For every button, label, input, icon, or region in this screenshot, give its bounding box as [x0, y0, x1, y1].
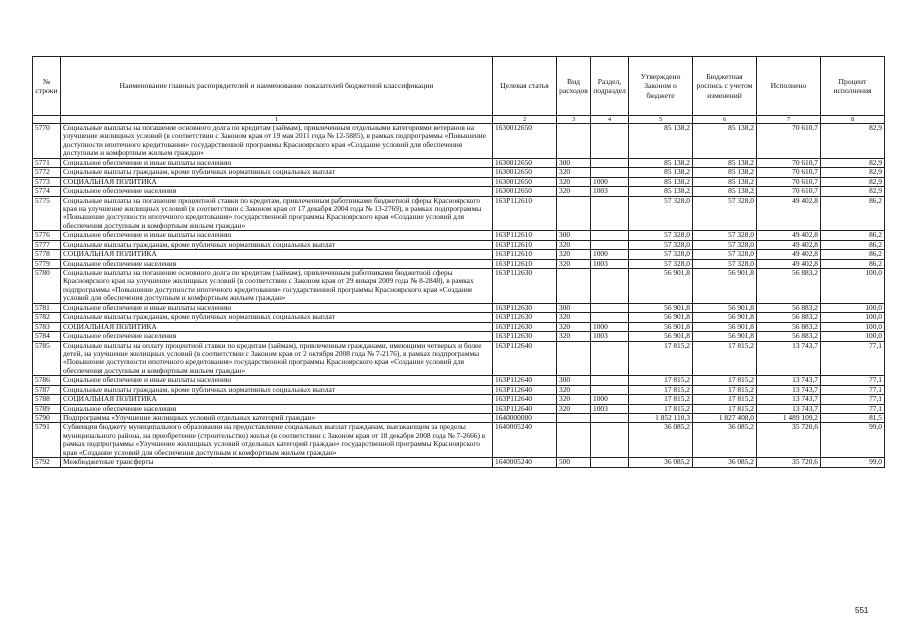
- target-article: 163Р112640: [493, 341, 557, 376]
- section-code: 1000: [591, 177, 629, 186]
- budget-amount: 57 328,0: [693, 231, 757, 240]
- expense-type: 320: [557, 177, 591, 186]
- target-article: 1630012650: [493, 168, 557, 177]
- percent-executed: 100,0: [821, 322, 885, 331]
- section-code: 1000: [591, 322, 629, 331]
- percent-executed: 82,9: [821, 177, 885, 186]
- table-row: [33, 423, 885, 458]
- approved-amount: 56 901,8: [629, 332, 693, 341]
- section-code: [591, 313, 629, 322]
- executed-amount: 13 743,7: [757, 395, 821, 404]
- section-code: 1000: [591, 395, 629, 404]
- approved-amount: 36 085,2: [629, 423, 693, 458]
- row-number: 5774: [33, 187, 61, 196]
- budget-amount: 17 815,2: [693, 385, 757, 394]
- row-number: 5784: [33, 332, 61, 341]
- page-number: 551: [855, 606, 869, 615]
- column-number: 3: [557, 116, 591, 124]
- executed-amount: 70 610,7: [757, 177, 821, 186]
- header-executed: Исполнено: [757, 57, 821, 116]
- target-article: 163Р112640: [493, 395, 557, 404]
- table-row: [33, 187, 885, 196]
- target-article: 1630012650: [493, 177, 557, 186]
- expense-type: 300: [557, 376, 591, 385]
- budget-amount: 57 328,0: [693, 196, 757, 231]
- budget-amount: 85 138,2: [693, 124, 757, 159]
- row-name: Социальные выплаты гражданам, кроме публичных нормативных социальных выплат: [61, 240, 493, 249]
- approved-amount: 57 328,0: [629, 231, 693, 240]
- target-article: 1630012650: [493, 158, 557, 167]
- budget-amount: 36 085,2: [693, 458, 757, 467]
- section-code: [591, 423, 629, 458]
- row-name: Социальные выплаты на погашение процентной ставки по кредитам, привлеченным работниками бюджетной сферы Красноярского края на улучшение жилищных условий (в соответствии с Законом края от 17 декабря 2004 года № 13-2769), в рамках подпрограммы «Повышение доступности ипотечного кредитования» государственной программы Красноярского края «Создание условий для обеспечения доступным и комфортным жильем граждан»: [61, 196, 493, 231]
- table-row: [33, 458, 885, 467]
- expense-type: 320: [557, 168, 591, 177]
- row-name: СОЦИАЛЬНАЯ ПОЛИТИКА: [61, 395, 493, 404]
- percent-executed: 86,2: [821, 250, 885, 259]
- row-name: Подпрограмма «Улучшение жилищных условий отдельных категорий граждан»: [61, 414, 493, 423]
- budget-amount: 17 815,2: [693, 395, 757, 404]
- section-code: [591, 414, 629, 423]
- expense-type: 320: [557, 187, 591, 196]
- approved-amount: 85 138,2: [629, 187, 693, 196]
- table-row: [33, 269, 885, 304]
- expense-type: 320: [557, 332, 591, 341]
- percent-executed: 77,1: [821, 341, 885, 376]
- row-number: 5787: [33, 385, 61, 394]
- section-code: 1000: [591, 250, 629, 259]
- row-name: Межбюджетные трансферты: [61, 458, 493, 467]
- percent-executed: 99,0: [821, 423, 885, 458]
- percent-executed: 86,2: [821, 240, 885, 249]
- expense-type: 320: [557, 240, 591, 249]
- header-name: Наименование главных распорядителей и наименование показателей бюджетной классификации: [61, 57, 493, 116]
- percent-executed: 77,1: [821, 395, 885, 404]
- approved-amount: 85 138,2: [629, 158, 693, 167]
- section-code: 1003: [591, 259, 629, 268]
- row-name: Социальные выплаты на погашение основного долга по кредитам (займам), привлеченным работниками бюджетной сферы Красноярского края на улучшение жилищных условий (в соответствии с Законом края от 29 января 2009 года № 8-2848), в рамках подпрограммы «Повышение доступности ипотечного кредитования» государственной программы Красноярского края «Создание условий для обеспечения доступным и комфортным жильем граждан»: [61, 269, 493, 304]
- budget-table: [32, 56, 885, 468]
- target-article: 163Р112610: [493, 231, 557, 240]
- executed-amount: 56 883,2: [757, 322, 821, 331]
- approved-amount: 17 815,2: [629, 404, 693, 413]
- target-article: 163Р112630: [493, 322, 557, 331]
- approved-amount: 17 815,2: [629, 395, 693, 404]
- percent-executed: 99,0: [821, 458, 885, 467]
- percent-executed: 77,1: [821, 385, 885, 394]
- approved-amount: 85 138,2: [629, 124, 693, 159]
- section-code: [591, 458, 629, 467]
- target-article: 163Р112610: [493, 250, 557, 259]
- executed-amount: 1 489 109,2: [757, 414, 821, 423]
- executed-amount: 56 883,2: [757, 303, 821, 312]
- percent-executed: 82,9: [821, 124, 885, 159]
- executed-amount: 70 610,7: [757, 124, 821, 159]
- executed-amount: 70 610,7: [757, 187, 821, 196]
- budget-amount: 85 138,2: [693, 168, 757, 177]
- approved-amount: 57 328,0: [629, 259, 693, 268]
- approved-amount: 57 328,0: [629, 250, 693, 259]
- budget-amount: 17 815,2: [693, 341, 757, 376]
- budget-amount: 1 827 408,0: [693, 414, 757, 423]
- row-number: 5771: [33, 158, 61, 167]
- budget-amount: 56 901,8: [693, 313, 757, 322]
- executed-amount: 49 402,8: [757, 196, 821, 231]
- row-number: 5781: [33, 303, 61, 312]
- header-target-article: Целевая статья: [493, 57, 557, 116]
- budget-amount: 85 138,2: [693, 177, 757, 186]
- target-article: 163Р112610: [493, 196, 557, 231]
- row-number: 5786: [33, 376, 61, 385]
- section-code: [591, 376, 629, 385]
- header-section: Раздел, подраздел: [591, 57, 629, 116]
- section-code: [591, 269, 629, 304]
- target-article: 163Р112610: [493, 259, 557, 268]
- executed-amount: 49 402,8: [757, 250, 821, 259]
- approved-amount: 17 815,2: [629, 341, 693, 376]
- row-number: 5788: [33, 395, 61, 404]
- expense-type: [557, 414, 591, 423]
- approved-amount: 56 901,8: [629, 322, 693, 331]
- expense-type: 320: [557, 259, 591, 268]
- target-article: 163Р112640: [493, 404, 557, 413]
- table-row: [33, 231, 885, 240]
- target-article: 1630012650: [493, 124, 557, 159]
- table-row: [33, 376, 885, 385]
- row-number: 5785: [33, 341, 61, 376]
- executed-amount: 49 402,8: [757, 259, 821, 268]
- row-name: Социальное обеспечение и иные выплаты населению: [61, 231, 493, 240]
- column-number: 7: [757, 116, 821, 124]
- row-number: 5792: [33, 458, 61, 467]
- approved-amount: 85 138,2: [629, 168, 693, 177]
- approved-amount: 56 901,8: [629, 313, 693, 322]
- executed-amount: 49 402,8: [757, 231, 821, 240]
- percent-executed: 82,9: [821, 187, 885, 196]
- row-name: СОЦИАЛЬНАЯ ПОЛИТИКА: [61, 250, 493, 259]
- percent-executed: 86,2: [821, 259, 885, 268]
- row-number: 5791: [33, 423, 61, 458]
- row-number: 5775: [33, 196, 61, 231]
- section-code: 1003: [591, 187, 629, 196]
- percent-executed: 86,2: [821, 231, 885, 240]
- row-name: СОЦИАЛЬНАЯ ПОЛИТИКА: [61, 177, 493, 186]
- expense-type: 320: [557, 322, 591, 331]
- budget-amount: 57 328,0: [693, 259, 757, 268]
- budget-amount: 56 901,8: [693, 303, 757, 312]
- section-code: [591, 196, 629, 231]
- expense-type: 320: [557, 385, 591, 394]
- budget-amount: 17 815,2: [693, 376, 757, 385]
- percent-executed: 100,0: [821, 332, 885, 341]
- row-number: 5782: [33, 313, 61, 322]
- target-article: 1640005240: [493, 423, 557, 458]
- row-name: СОЦИАЛЬНАЯ ПОЛИТИКА: [61, 322, 493, 331]
- row-name: Социальные выплаты гражданам, кроме публичных нормативных социальных выплат: [61, 168, 493, 177]
- row-name: Социальное обеспечение населения: [61, 259, 493, 268]
- target-article: 163Р112630: [493, 313, 557, 322]
- approved-amount: 17 815,2: [629, 376, 693, 385]
- target-article: 1640000000: [493, 414, 557, 423]
- expense-type: [557, 124, 591, 159]
- approved-amount: 85 138,2: [629, 177, 693, 186]
- table-row: [33, 259, 885, 268]
- row-number: 5777: [33, 240, 61, 249]
- row-name: Социальные выплаты гражданам, кроме публичных нормативных социальных выплат: [61, 313, 493, 322]
- row-number: 5790: [33, 414, 61, 423]
- expense-type: 320: [557, 404, 591, 413]
- table-row: [33, 341, 885, 376]
- column-number: [33, 116, 61, 124]
- approved-amount: 1 852 110,3: [629, 414, 693, 423]
- table-row: [33, 196, 885, 231]
- target-article: 163Р112630: [493, 303, 557, 312]
- row-number: 5789: [33, 404, 61, 413]
- approved-amount: 36 085,2: [629, 458, 693, 467]
- header-percent: Процент исполнения: [821, 57, 885, 116]
- table-row: [33, 240, 885, 249]
- column-number: 6: [693, 116, 757, 124]
- expense-type: 320: [557, 250, 591, 259]
- budget-amount: 56 901,8: [693, 269, 757, 304]
- section-code: [591, 168, 629, 177]
- percent-executed: 82,9: [821, 158, 885, 167]
- percent-executed: 81,5: [821, 414, 885, 423]
- budget-amount: 57 328,0: [693, 250, 757, 259]
- approved-amount: 56 901,8: [629, 269, 693, 304]
- row-number: 5783: [33, 322, 61, 331]
- section-code: [591, 341, 629, 376]
- budget-amount: 56 901,8: [693, 322, 757, 331]
- row-number: 5770: [33, 124, 61, 159]
- budget-amount: 57 328,0: [693, 240, 757, 249]
- expense-type: [557, 341, 591, 376]
- row-name: Социальные выплаты на погашение основного долга по кредитам (займам), привлеченным отдельными категориями ветеранов на улучшение жилищных условий (в соответствии с Законом края от 19 мая 2011 года № 12-5885), в рамках подпрограммы «Повышение доступности ипотечного кредитования» государственной программы Красноярского края «Создание условий для обеспечения доступным и комфортным жильем граждан»: [61, 124, 493, 159]
- table-row: [33, 332, 885, 341]
- executed-amount: 13 743,7: [757, 404, 821, 413]
- row-name: Социальные выплаты гражданам, кроме публичных нормативных социальных выплат: [61, 385, 493, 394]
- table-row: [33, 124, 885, 159]
- expense-type: 300: [557, 303, 591, 312]
- table-row: [33, 168, 885, 177]
- executed-amount: 13 743,7: [757, 376, 821, 385]
- executed-amount: 56 883,2: [757, 332, 821, 341]
- approved-amount: 56 901,8: [629, 303, 693, 312]
- percent-executed: 86,2: [821, 196, 885, 231]
- approved-amount: 17 815,2: [629, 385, 693, 394]
- section-code: [591, 231, 629, 240]
- table-row: [33, 177, 885, 186]
- row-number: 5772: [33, 168, 61, 177]
- table-row: [33, 303, 885, 312]
- row-number: 5773: [33, 177, 61, 186]
- expense-type: 320: [557, 395, 591, 404]
- percent-executed: 77,1: [821, 404, 885, 413]
- expense-type: 300: [557, 158, 591, 167]
- section-code: [591, 385, 629, 394]
- section-code: 1003: [591, 332, 629, 341]
- target-article: 163Р112630: [493, 332, 557, 341]
- budget-amount: 85 138,2: [693, 187, 757, 196]
- column-number-row: [33, 116, 885, 124]
- expense-type: [557, 423, 591, 458]
- section-code: [591, 124, 629, 159]
- target-article: 1630012650: [493, 187, 557, 196]
- target-article: 163Р112610: [493, 240, 557, 249]
- table-row: [33, 395, 885, 404]
- table-row: [33, 385, 885, 394]
- budget-amount: 56 901,8: [693, 332, 757, 341]
- header-budget-schedule: Бюджетная роспись с учетом изменений: [693, 57, 757, 116]
- header-row-number: № строки: [33, 57, 61, 116]
- percent-executed: 100,0: [821, 269, 885, 304]
- table-row: [33, 313, 885, 322]
- section-code: [591, 240, 629, 249]
- table-header-row: [33, 57, 885, 116]
- percent-executed: 100,0: [821, 303, 885, 312]
- table-row: [33, 322, 885, 331]
- table-row: [33, 158, 885, 167]
- row-name: Субвенция бюджету муниципального образования на предоставление социальных выплат гражданам, выезжающим за пределы муниципального района, на приобретение (строительство) жилья (в соответствии с Законом края от 18 декабря 2008 года № 7-2666) в рамках подпрограммы «Улучшение жилищных условий отдельных категорий граждан» государственной программы Красноярского края «Создание условий для обеспечения доступным и комфортным жильем граждан»: [61, 423, 493, 458]
- executed-amount: 13 743,7: [757, 341, 821, 376]
- expense-type: 320: [557, 313, 591, 322]
- expense-type: [557, 269, 591, 304]
- executed-amount: 70 610,7: [757, 158, 821, 167]
- table-row: [33, 414, 885, 423]
- percent-executed: 77,1: [821, 376, 885, 385]
- executed-amount: 56 883,2: [757, 313, 821, 322]
- target-article: 1640005240: [493, 458, 557, 467]
- header-approved: Утверждено Законом о бюджете: [629, 57, 693, 116]
- section-code: 1003: [591, 404, 629, 413]
- target-article: 163Р112640: [493, 376, 557, 385]
- column-number: 4: [591, 116, 629, 124]
- table-body: [33, 124, 885, 468]
- row-name: Социальное обеспечение и иные выплаты населению: [61, 376, 493, 385]
- row-number: 5779: [33, 259, 61, 268]
- executed-amount: 49 402,8: [757, 240, 821, 249]
- row-number: 5778: [33, 250, 61, 259]
- budget-amount: 17 815,2: [693, 404, 757, 413]
- approved-amount: 57 328,0: [629, 196, 693, 231]
- column-number: 2: [493, 116, 557, 124]
- row-name: Социальные выплаты на оплату процентной ставки по кредитам (займам), привлеченным гражданами, имеющими четверых и более детей, на улучшение жилищных условий (в соответствии с Законом края от 2 октября 2008 года № 7-2176), в рамках подпрограммы «Повышение доступности ипотечного кредитования» государственной программы Красноярского края «Создание условий для обеспечения доступным и комфортным жильем граждан»: [61, 341, 493, 376]
- row-name: Социальное обеспечение населения: [61, 332, 493, 341]
- percent-executed: 82,9: [821, 168, 885, 177]
- expense-type: 500: [557, 458, 591, 467]
- header-expense-type: Вид расходов: [557, 57, 591, 116]
- executed-amount: 35 720,6: [757, 458, 821, 467]
- executed-amount: 70 610,7: [757, 168, 821, 177]
- row-number: 5780: [33, 269, 61, 304]
- row-name: Социальное обеспечение населения: [61, 187, 493, 196]
- budget-amount: 85 138,2: [693, 158, 757, 167]
- row-name: Социальное обеспечение населения: [61, 404, 493, 413]
- section-code: [591, 158, 629, 167]
- executed-amount: 35 720,6: [757, 423, 821, 458]
- executed-amount: 13 743,7: [757, 385, 821, 394]
- budget-amount: 36 085,2: [693, 423, 757, 458]
- executed-amount: 56 883,2: [757, 269, 821, 304]
- column-number: 5: [629, 116, 693, 124]
- table-row: [33, 404, 885, 413]
- row-name: Социальное обеспечение и иные выплаты населению: [61, 303, 493, 312]
- column-number: 8: [821, 116, 885, 124]
- row-number: 5776: [33, 231, 61, 240]
- percent-executed: 100,0: [821, 313, 885, 322]
- target-article: 163Р112640: [493, 385, 557, 394]
- column-number: 1: [61, 116, 493, 124]
- expense-type: [557, 196, 591, 231]
- approved-amount: 57 328,0: [629, 240, 693, 249]
- row-name: Социальное обеспечение и иные выплаты населению: [61, 158, 493, 167]
- target-article: 163Р112630: [493, 269, 557, 304]
- expense-type: 300: [557, 231, 591, 240]
- section-code: [591, 303, 629, 312]
- table-row: [33, 250, 885, 259]
